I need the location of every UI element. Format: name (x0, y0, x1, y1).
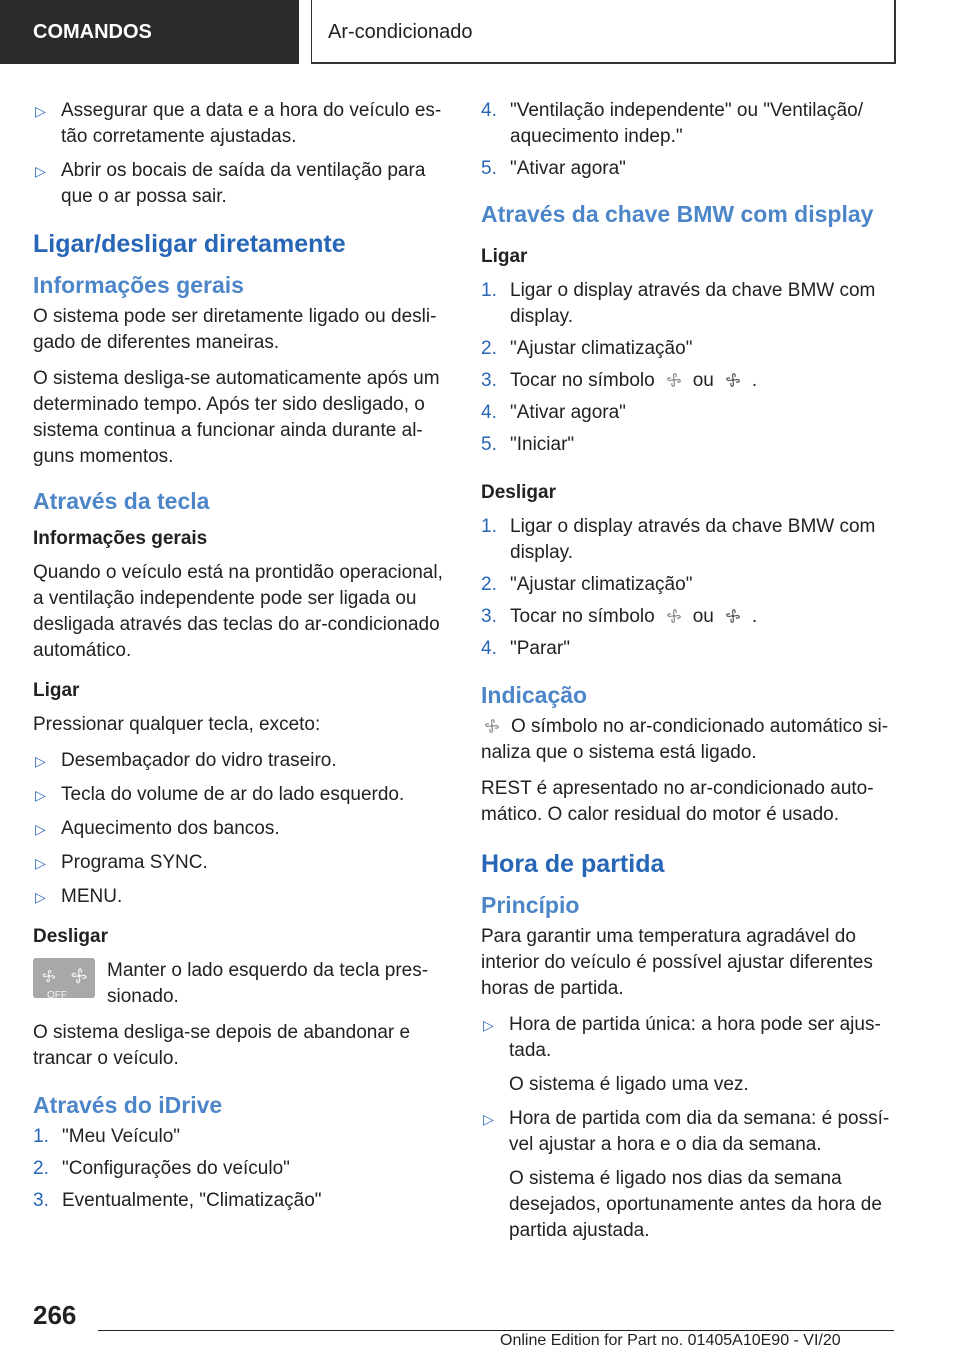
list-item: ▷ Aquecimento dos bancos. (33, 816, 445, 842)
heading-off: Desligar (33, 926, 108, 947)
triangle-right-icon: ▷ (35, 821, 46, 837)
heading-on: Ligar (481, 246, 528, 267)
list-item: ▷ Assegurar que a data e a hora do veículo estão corretamente ajustadas. (35, 100, 442, 147)
list-item: ▷ Programa SYNC. (33, 850, 445, 876)
fan-heat-icon (722, 371, 744, 389)
paragraph: O símbolo no ar-condicionado automático sinaliza que o sistema está ligado. (481, 716, 889, 763)
heading-by-key: Através da tecla (33, 488, 210, 514)
heading-general-info: Informações gerais (33, 272, 244, 298)
triangle-right-icon: ▷ (483, 1111, 494, 1127)
list-item: 5. "Ativar agora" (481, 158, 626, 179)
paragraph: O sistema desliga-se depois de abandonar e trancar o veículo. (33, 1022, 411, 1069)
triangle-right-icon: ▷ (483, 1017, 494, 1033)
heading-principle: Princípio (481, 892, 580, 918)
list-item: 2. "Ajustar climatização" (481, 574, 693, 595)
list-item: 2. "Ajustar climatização" (481, 338, 693, 359)
triangle-right-icon: ▷ (35, 889, 46, 905)
triangle-right-icon: ▷ (35, 855, 46, 871)
fan-icon (663, 371, 685, 389)
heading-on: Ligar (33, 680, 80, 701)
list-item: 3. Tocar no símbolo ou . (481, 370, 758, 391)
page-number: 266 (33, 1300, 77, 1330)
list-item: 1. "Meu Veículo" (33, 1126, 181, 1147)
list-item: ▷ MENU. (33, 884, 445, 910)
heading-key-info: Informações gerais (33, 528, 208, 549)
triangle-right-icon: ▷ (35, 787, 46, 803)
list-item: ▷ Desembaçador do vidro traseiro. (33, 748, 445, 774)
fan-icon (663, 607, 685, 625)
list-item: 4. "Ativar agora" (481, 402, 626, 423)
list-item: 1. Ligar o display através da chave BMW com display. (481, 516, 876, 563)
paragraph: Quando o veículo está na prontidão operacional, a ventilação independente pode ser ligada ou desligada através das teclas do ar-condicionado automático. (33, 562, 443, 661)
edition-note: Online Edition for Part no. 01405A10E90 - VI/20 (500, 1332, 841, 1349)
right-column (481, 98, 893, 1252)
triangle-right-icon: ▷ (35, 103, 46, 119)
list-item: 3. Eventualmente, "Climatização" (33, 1190, 322, 1211)
paragraph: Para garantir uma temperatura agradável do interior do veículo é possível ajustar diferentes horas de partida. (481, 926, 873, 999)
heading-off: Desligar (481, 482, 556, 503)
triangle-right-icon: ▷ (35, 163, 46, 179)
heading-idrive: Através do iDrive (33, 1092, 223, 1118)
list-item: 1. Ligar o display através da chave BMW com display. (481, 280, 876, 327)
left-column (33, 98, 445, 1220)
paragraph: REST é apresentado no ar-condicionado automático. O calor residual do motor é usado. (481, 778, 874, 825)
list-item: 5. "Iniciar" (481, 434, 575, 455)
list-item: ▷ Hora de partida com dia da semana: é possível ajustar a hora e o dia da semana. (483, 1108, 890, 1155)
fan-icon (481, 717, 503, 735)
paragraph: O sistema pode ser diretamente ligado ou desligado de diferentes maneiras. (33, 306, 437, 353)
heading-departure: Hora de partida (481, 850, 665, 878)
list-item: 4. "Ventilação independente" ou "Ventilação/ aquecimento indep." (481, 100, 864, 147)
list-item: 3. Tocar no símbolo ou . (481, 606, 758, 627)
heading-direct: Ligar/desligar diretamente (33, 230, 346, 258)
off-key-row (33, 958, 445, 1010)
list-item-detail: O sistema é ligado uma vez. (509, 1074, 749, 1095)
footer-divider (98, 1330, 894, 1331)
paragraph: Manter o lado esquerdo da tecla pressionado. (107, 960, 429, 1007)
list-item: ▷ Abrir os bocais de saída da ventilação para que o ar possa sair. (35, 160, 426, 207)
heading-indication: Indicação (481, 682, 588, 708)
triangle-right-icon: ▷ (35, 753, 46, 769)
list-item: ▷ Hora de partida única: a hora pode ser ajustada. (483, 1014, 881, 1061)
section-tab: COMANDOS (0, 0, 299, 64)
list-item: 4. "Parar" (481, 638, 570, 659)
heading-bmw-key: Através da chave BMW com display (481, 201, 874, 227)
list-item-detail: O sistema é ligado nos dias da semana desejados, oportunamente antes da hora de partida ajustada. (509, 1168, 882, 1241)
list-item: ▷ Tecla do volume de ar do lado esquerdo. (33, 782, 445, 808)
page-header (0, 0, 960, 66)
paragraph: Pressionar qualquer tecla, exceto: (33, 714, 321, 735)
list-item: 2. "Configurações do veículo" (33, 1158, 290, 1179)
fan-off-button-icon: OFF (33, 958, 95, 998)
paragraph: O sistema desliga-se automaticamente após um determinado tempo. Após ter sido desligado, o sistema continua a funcionar ainda durante alguns momentos. (33, 368, 440, 467)
fan-heat-icon (722, 607, 744, 625)
chapter-title: Ar-condicionado (311, 0, 896, 64)
